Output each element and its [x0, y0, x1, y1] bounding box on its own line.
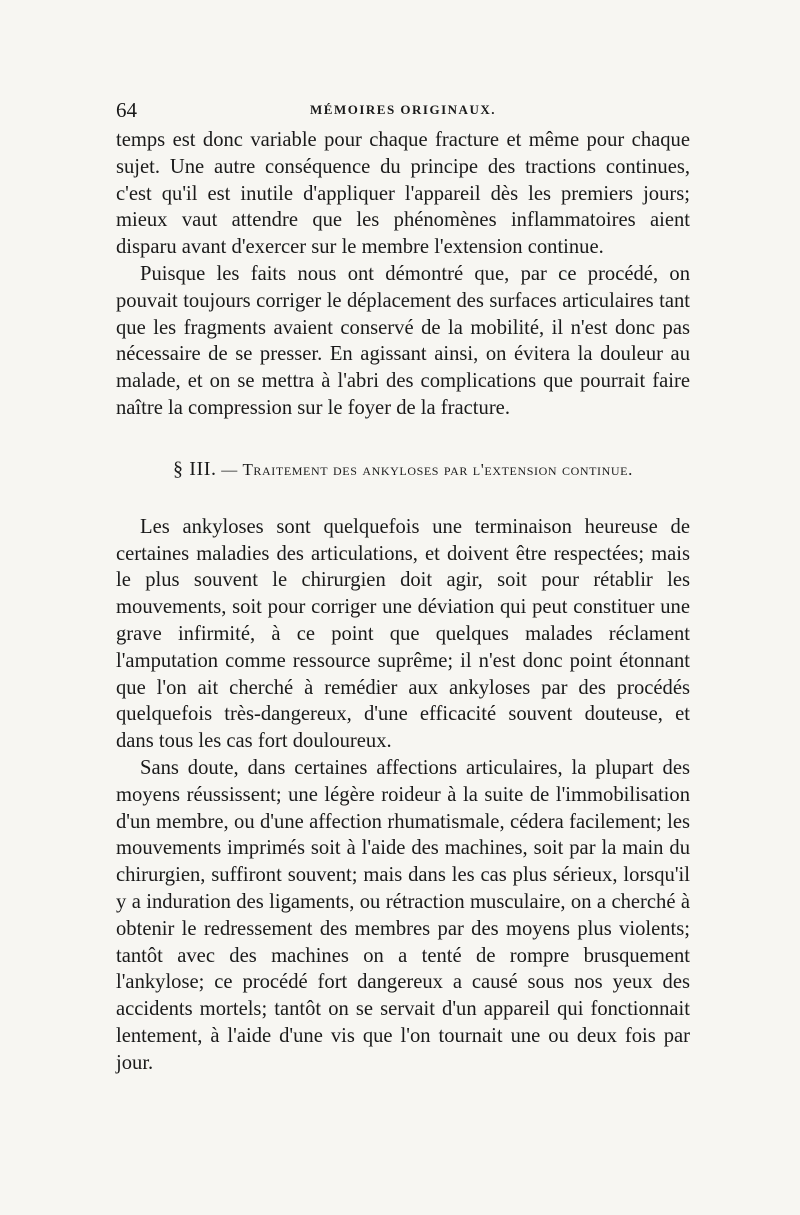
running-head — [116, 96, 690, 124]
paragraph-continuation: temps est donc variable pour chaque fracture et même pour chaque sujet. Une autre conséquence du principe des tractions continues, c'est qu'il est inutile d'appliquer l'appareil dès les premiers jours; mieux vaut attendre que les phénomènes inflammatoires aient disparu avant d'exercer sur le membre l'extension continue. — [116, 129, 690, 259]
section-number: § III. — [173, 457, 217, 480]
paragraph: Sans doute, dans certaines affections articulaires, la plupart des moyens réussissent; une légère roideur à la suite de l'immobilisation d'un membre, ou d'une affection rhumatismale, cédera facilement; les mouvements imprimés soit à l'aide des machines, soit par la main du chirurgien, suffiront souvent; mais dans les cas plus sérieux, lorsqu'il y a induration des ligaments, ou rétraction musculaire, on a cherché à obtenir le redressement des membres par des moyens plus violents; tantôt avec des machines on a tenté de rompre brusquement l'ankylose; ce procédé fort dangereux a causé sous nos yeux des accidents mortels; tantôt on se servait d'un appareil qui fonctionnait lentement, à l'aide d'une vis que l'on tournait une ou deux fois par jour. — [116, 756, 690, 1074]
paragraph: Les ankyloses sont quelquefois une terminaison heureuse de certaines maladies des articulations, et doivent être respectées; mais le plus souvent le chirurgien doit agir, soit pour rétablir les mouvements, soit pour corriger une déviation qui peut constituer une grave infirmité, à ce point que quelques malades réclament l'amputation comme ressource suprême; il n'est donc point étonnant que l'on ait cherché à remédier aux ankyloses par des procédés quelquefois très-dangereux, d'une efficacité souvent douteuse, et dans tous les cas fort douloureux. — [116, 515, 690, 753]
text-block — [116, 127, 690, 1077]
paragraph: Puisque les faits nous ont démontré que, par ce procédé, on pouvait toujours corriger le déplacement des surfaces articulaires tant que les fragments avaient conservé de la mobilité, il n'est donc pas nécessaire de se presser. En agissant ainsi, on évitera la douleur au malade, et on se mettra à l'abri des complications que pourrait faire naître la compression sur le foyer de la fracture. — [116, 262, 690, 419]
section-title: Traitement des ankyloses par l'extension continue. — [242, 459, 633, 479]
section-heading — [116, 456, 690, 484]
running-title: MÉMOIRES ORIGINAUX. — [310, 102, 496, 117]
page-number: 64 — [116, 98, 137, 122]
section-dash: — — [221, 461, 238, 479]
